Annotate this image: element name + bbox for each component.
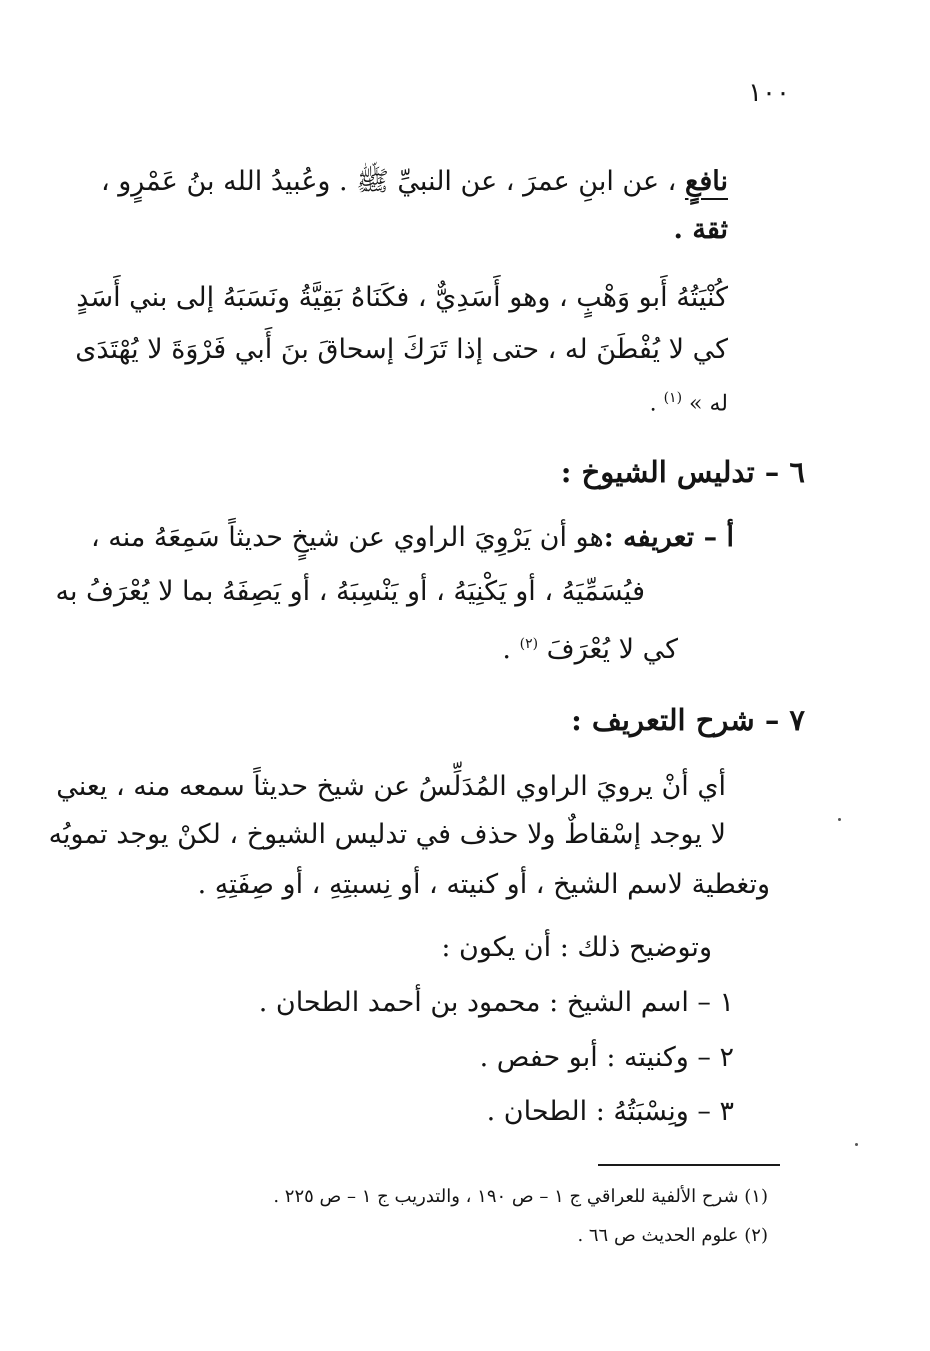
footnote-ref-2: (٢) (519, 636, 539, 652)
definition-text-3: كي لا يُعْرَفَ (538, 634, 678, 665)
footnote-1: (١) شرح الألفية للعراقي ج ١ – ص ١٩٠ ، والتدريب ج ١ – ص ٢٢٥ . (273, 1186, 768, 1207)
definition-text-1: هو أن يَرْوِيَ الراوي عن شيخٍ حديثاً سَمِعَهُ منه ، (90, 522, 604, 553)
period: . (649, 391, 664, 417)
example-item-2: ٢ – وكنيته : أبو حفص . (479, 1042, 734, 1073)
example-item-1: ١ – اسم الشيخ : محمود بن أحمد الطحان . (258, 987, 734, 1018)
explanation-line-3: وتغطية لاسم الشيخ ، أو كنيته ، أو نِسبتِهِ ، أو صِفَتِهِ . (197, 869, 770, 900)
page-number: ١٠٠ (748, 78, 790, 108)
text-line-1-rest: ، عن ابنِ عمرَ ، عن النبيِّ ﷺ . وعُبيدُ الله بنُ عَمْرٍو ، (100, 166, 685, 197)
section-heading-7: ٧ – شرح التعريف : (571, 703, 805, 737)
text-line-5 (650, 378, 728, 424)
text-line-2 (674, 210, 728, 250)
definition-label: أ – تعريفه : (603, 522, 734, 553)
grading-label: ثقة . (673, 214, 728, 245)
text-line-1 (101, 162, 728, 202)
explanation-line-2: لا يوجد إسْقاطٌ ولا حذف في تدليس الشيوخ ، لكنْ يوجد تمويُه (48, 819, 726, 850)
example-item-3: ٣ – ونِسْبَتُهُ : الطحان . (486, 1096, 734, 1127)
period: . (502, 634, 520, 665)
example-intro: وتوضيح ذلك : أن يكون : (441, 932, 712, 963)
section-heading-6: ٦ – تدليس الشيوخ : (560, 455, 805, 489)
definition-line-3 (502, 624, 678, 670)
text-line-4: كي لا يُفْطَنَ له ، حتى إذا تَرَكَ إسحاقَ بنَ أَبي فَرْوَةَ لا يُهْتَدَى (75, 334, 728, 365)
footnote-separator (598, 1164, 780, 1166)
scan-speck (855, 1143, 858, 1146)
text-line-3: كُنْيَتُهُ أَبو وَهْبٍ ، وهو أَسَدِيٌّ ، فكَنَاهُ بَقِيَّةُ ونَسَبَهُ إلى بني أَسَدٍ (76, 282, 728, 313)
explanation-line-1: أي أنْ يرويَ الراوي المُدَلِّسُ عن شيخ حديثاً سمعه منه ، يعني (56, 771, 726, 802)
footnote-ref-1: (١) (663, 390, 683, 406)
narrator-name-nafi: نافعٍ (684, 166, 728, 197)
definition-line-1 (91, 518, 734, 558)
footnote-2: (٢) علوم الحديث ص ٦٦ . (577, 1225, 768, 1246)
scan-speck (838, 818, 841, 821)
quote-end: له » (682, 391, 728, 417)
definition-line-2: فيُسَمِّيَهُ ، أو يَكْنِيَهُ ، أو يَنْسِبَهُ ، أو يَصِفَهُ بما لا يُعْرَفُ به (55, 576, 645, 607)
